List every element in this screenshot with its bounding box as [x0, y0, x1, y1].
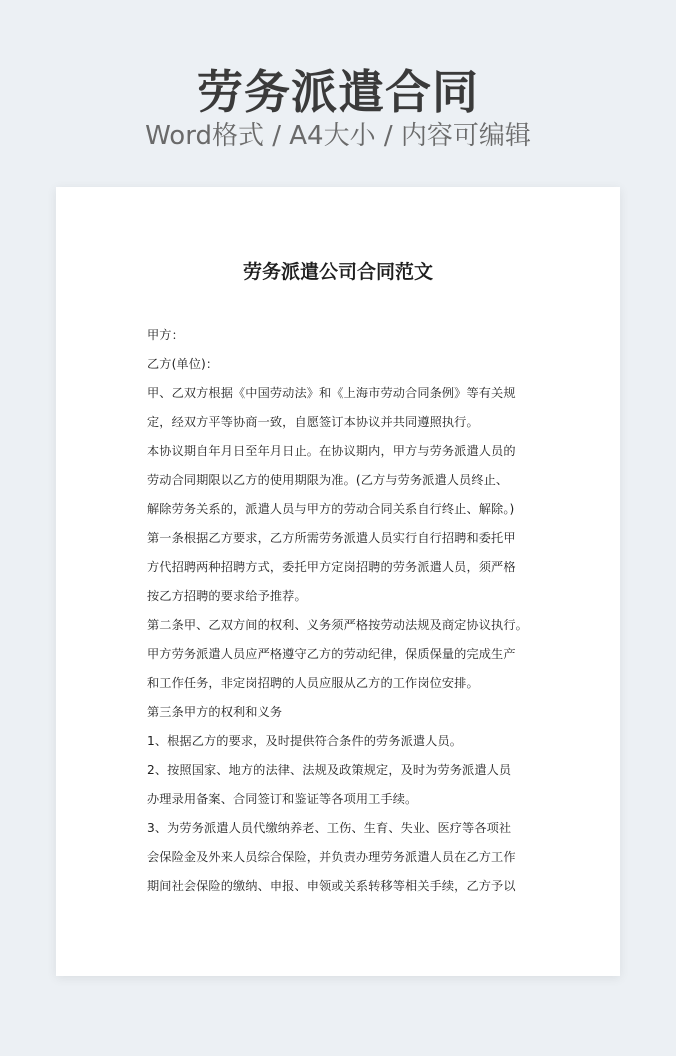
document-line: 1、根据乙方的要求，及时提供符合条件的劳务派遣人员。 [147, 734, 463, 748]
document-line: 劳动合同期限以乙方的使用期限为准。(乙方与劳务派遣人员终止、 [147, 473, 509, 487]
document-line: 2、按照国家、地方的法律、法规及政策规定，及时为劳务派遣人员 [147, 763, 512, 777]
document-line: 甲方： [147, 328, 184, 342]
document-line: 期间社会保险的缴纳、申报、申领或关系转移等相关手续，乙方予以 [147, 879, 516, 893]
document-line: 3、为劳务派遣人员代缴纳养老、工伤、生育、失业、医疗等各项社 [147, 821, 512, 835]
document-line: 定，经双方平等协商一致，自愿签订本协议并共同遵照执行。 [147, 415, 479, 429]
document-line: 办理录用备案、合同签订和鉴证等各项用工手续。 [147, 792, 418, 806]
document-line: 甲方劳务派遣人员应严格遵守乙方的劳动纪律，保质保量的完成生产 [147, 647, 516, 661]
document-line: 方代招聘两种招聘方式，委托甲方定岗招聘的劳务派遣人员，须严格 [147, 560, 516, 574]
document-title: 劳务派遣公司合同范文 [242, 261, 433, 283]
document-line: 和工作任务，非定岗招聘的人员应服从乙方的工作岗位安排。 [147, 676, 479, 690]
document-line: 本协议期自年月日至年月日止。在协议期内，甲方与劳务派遣人员的 [147, 444, 516, 458]
document-line: 按乙方招聘的要求给予推荐。 [147, 589, 307, 603]
document-page [56, 187, 620, 976]
document-line: 第三条甲方的权利和义务 [147, 705, 283, 719]
document-line: 第二条甲、乙双方间的权利、义务须严格按劳动法规及商定协议执行。 [147, 618, 528, 632]
document-line: 解除劳务关系的，派遣人员与甲方的劳动合同关系自行终止、解除。) [147, 502, 515, 516]
page-title: 劳务派遣合同 [197, 65, 479, 119]
page-subtitle: Word格式 / A4大小 / 内容可编辑 [145, 121, 531, 151]
document-body [147, 321, 531, 901]
document-line: 会保险金及外来人员综合保险，并负责办理劳务派遣人员在乙方工作 [147, 850, 516, 864]
document-line: 甲、乙双方根据《中国劳动法》和《上海市劳动合同条例》等有关规 [147, 386, 516, 400]
document-line: 第一条根据乙方要求，乙方所需劳务派遣人员实行自行招聘和委托甲 [147, 531, 516, 545]
document-line: 乙方(单位)： [147, 357, 219, 371]
